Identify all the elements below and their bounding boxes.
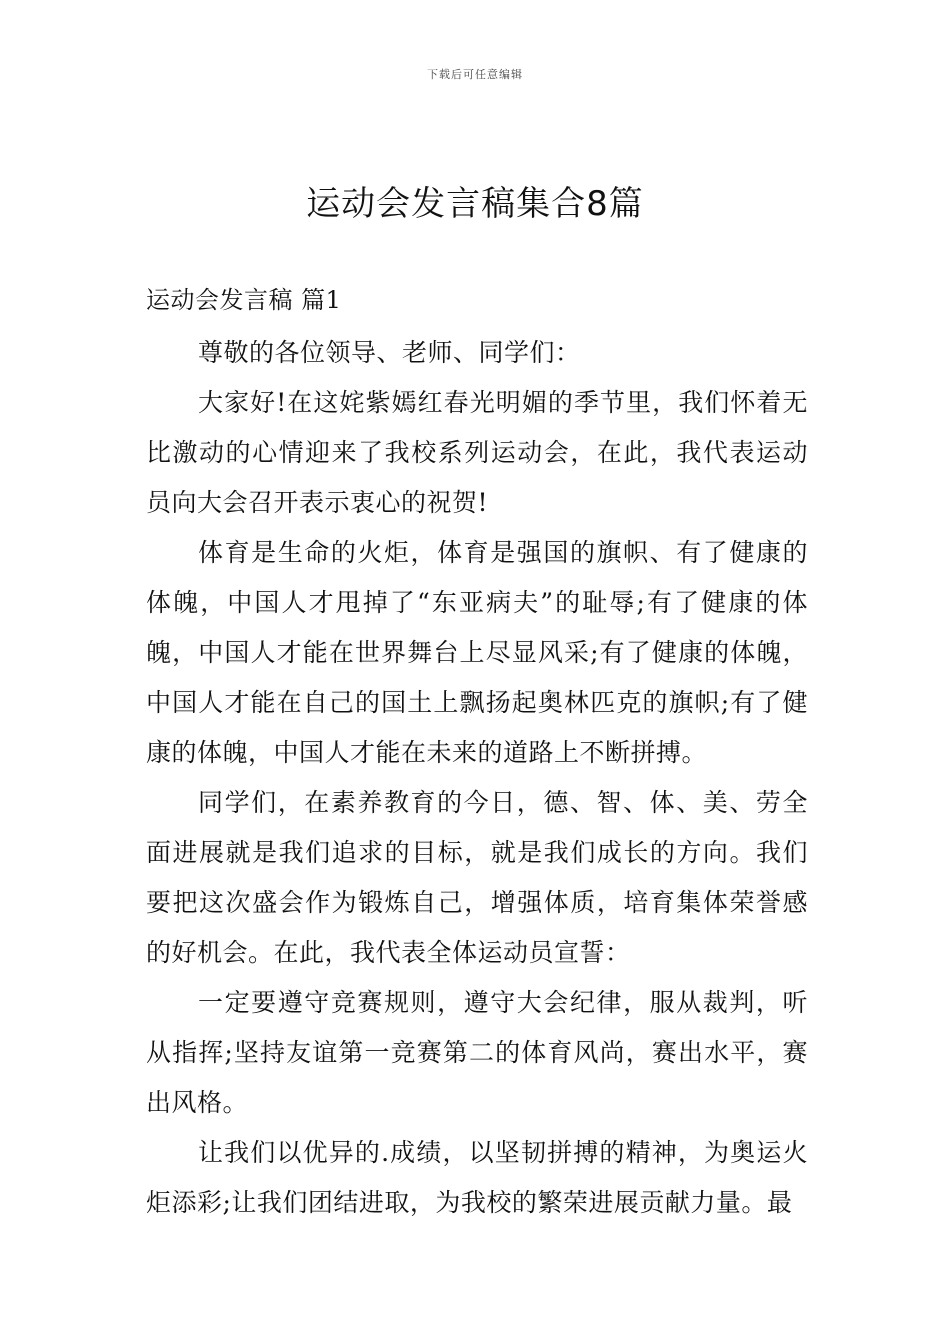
salutation-paragraph: 尊敬的各位领导、老师、同学们： xyxy=(198,338,581,367)
section-heading: 运动会发言稿 篇1 xyxy=(146,286,342,314)
body-paragraph: 同学们，在素养教育的今日，德、智、体、美、劳全面进展就是我们追求的目标，就是我们成长的方向。我们要把这次盛会作为锻炼自己，增强体质，培育集体荣誉感的好机会。在此，我代表全体运动员宣誓： xyxy=(146,788,808,967)
document-body xyxy=(146,280,808,1228)
greeting-paragraph: 大家好!在这姹紫嫣红春光明媚的季节里，我们怀着无比激动的心情迎来了我校系列运动会，在此，我代表运动员向大会召开表示衷心的祝贺! xyxy=(146,388,808,517)
document-title: 运动会发言稿集合8篇 xyxy=(306,184,644,224)
body-paragraph: 体育是生命的火炬，体育是强国的旗帜、有了健康的体魄，中国人才甩掉了“东亚病夫”的耻辱;有了健康的体魄，中国人才能在世界舞台上尽显风采;有了健康的体魄，中国人才能在自己的国土上飘扬起奥林匹克的旗帜;有了健康的体魄，中国人才能在未来的道路上不断拼搏。 xyxy=(146,538,808,767)
closing-paragraph: 让我们以优异的.成绩，以坚韧拼搏的精神，为奥运火炬添彩;让我们团结进取，为我校的繁荣进展贡献力量。最 xyxy=(146,1138,808,1217)
header-note: 下载后可任意编辑 xyxy=(427,68,523,81)
oath-paragraph: 一定要遵守竞赛规则，遵守大会纪律，服从裁判，听从指挥;坚持友谊第一竞赛第二的体育风尚，赛出水平，赛出风格。 xyxy=(146,988,808,1117)
